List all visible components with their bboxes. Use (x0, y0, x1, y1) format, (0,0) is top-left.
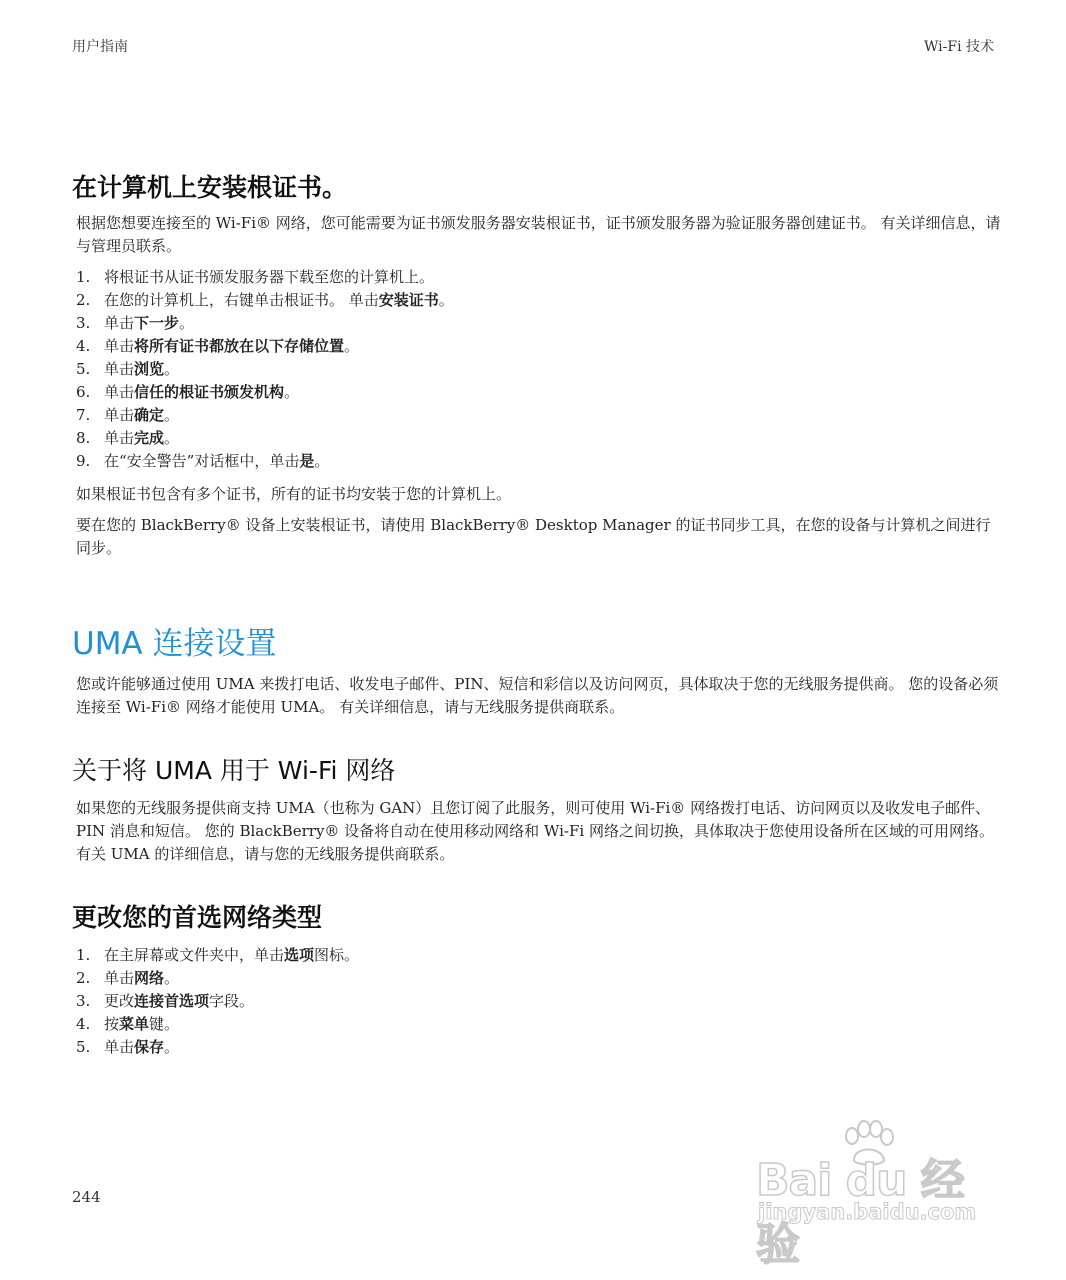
step-text-ui-term: 浏览 (134, 360, 165, 378)
step-text (104, 450, 329, 473)
step-number: 2. (76, 291, 91, 309)
step-text-plain: 更改 (104, 992, 135, 1010)
step-item (76, 944, 1002, 967)
step-text-ui-term: 确定 (134, 406, 165, 424)
change-network-steps (76, 944, 1002, 1059)
step-text-ui-term: 将所有证书都放在以下存储位置 (134, 337, 345, 355)
step-text-ui-term: 菜单 (119, 1015, 150, 1033)
step-item (76, 358, 1002, 381)
step-text-after: 。 (179, 314, 195, 332)
step-item (76, 1013, 1002, 1036)
step-number: 4. (76, 337, 91, 355)
step-item (76, 335, 1002, 358)
step-number: 3. (76, 992, 91, 1010)
step-text (104, 944, 359, 967)
step-text-ui-term: 完成 (134, 429, 165, 447)
step-number: 1. (76, 268, 91, 286)
step-text (104, 1036, 179, 1059)
step-text-plain: 将根证书从证书颁发服务器下载至您的计算机上。 (104, 268, 435, 286)
page-number: 244 (72, 1188, 101, 1206)
step-text (104, 289, 454, 312)
step-text-after: 。 (314, 452, 330, 470)
install-cert-note-1: 如果根证书包含有多个证书，所有的证书均安装于您的计算机上。 (76, 485, 512, 503)
step-number: 9. (76, 452, 91, 470)
step-text-after: 。 (164, 969, 180, 987)
step-text-plain: 在您的计算机上，右键单击根证书。 单击 (104, 291, 379, 309)
step-item (76, 450, 1002, 473)
step-text-after: 键。 (149, 1015, 180, 1033)
step-number: 1. (76, 946, 91, 964)
about-uma-body: 如果您的无线服务提供商支持 UMA（也称为 GAN）且您订阅了此服务，则可使用 Wi-Fi® 网络拨打电话、访问网页以及收发电子邮件、PIN 消息和短信。 您的 BlackBerry® 设备将自动在使用移动网络和 Wi-Fi 网络之间切换，具体取决于您使用设备所在区域的可用网络。 有关 UMA 的详细信息，请与您的无线服务提供商联系。 (76, 799, 994, 863)
step-text (104, 990, 254, 1013)
step-text-plain: 单击 (104, 406, 135, 424)
step-number: 6. (76, 383, 91, 401)
page-content (72, 168, 1002, 1069)
watermark-url: jingyan.baidu.com (758, 1200, 977, 1224)
step-text-after: 。 (164, 429, 180, 447)
step-text (104, 312, 194, 335)
step-item (76, 1036, 1002, 1059)
step-text (104, 427, 179, 450)
step-number: 8. (76, 429, 91, 447)
step-text-ui-term: 选项 (284, 946, 315, 964)
step-text-ui-term: 信任的根证书颁发机构 (134, 383, 285, 401)
step-text-plain: 按 (104, 1015, 120, 1033)
header-doc-title: 用户指南 (72, 39, 128, 55)
step-number: 4. (76, 1015, 91, 1033)
step-number: 5. (76, 1038, 91, 1056)
header-chapter-title: Wi-Fi 技术 (924, 39, 994, 55)
step-item (76, 967, 1002, 990)
step-text-ui-term: 连接首选项 (134, 992, 210, 1010)
step-text (104, 381, 299, 404)
step-item (76, 266, 1002, 289)
section-title-about-uma: 关于将 UMA 用于 Wi-Fi 网络 (72, 756, 396, 785)
step-text-after: 字段。 (209, 992, 255, 1010)
step-text (104, 266, 434, 289)
install-cert-intro: 根据您想要连接至的 Wi-Fi® 网络，您可能需要为证书颁发服务器安装根证书，证书颁发服务器为验证服务器创建证书。 有关详细信息，请与管理员联系。 (76, 214, 1001, 255)
step-text-plain: 在主屏幕或文件夹中，单击 (104, 946, 285, 964)
step-text-after: 。 (284, 383, 300, 401)
section-title-change-network-type: 更改您的首选网络类型 (72, 903, 323, 932)
step-number: 3. (76, 314, 91, 332)
section-title-uma-settings: UMA 连接设置 (72, 626, 277, 662)
step-text-ui-term: 保存 (134, 1038, 165, 1056)
step-item (76, 289, 1002, 312)
step-text-after: 。 (164, 360, 180, 378)
step-item (76, 404, 1002, 427)
step-text-plain: 单击 (104, 969, 135, 987)
step-text-plain: 在“安全警告”对话框中，单击 (104, 452, 300, 470)
step-text-ui-term: 下一步 (134, 314, 180, 332)
step-text (104, 1013, 179, 1036)
install-cert-note-2: 要在您的 BlackBerry® 设备上安装根证书，请使用 BlackBerry® Desktop Manager 的证书同步工具，在您的设备与计算机之间进行同步。 (76, 516, 991, 557)
step-text-plain: 单击 (104, 383, 135, 401)
step-text-ui-term: 是 (299, 452, 315, 470)
step-text-after: 。 (344, 337, 360, 355)
step-text-plain: 单击 (104, 314, 135, 332)
install-cert-steps (76, 266, 1002, 473)
step-number: 2. (76, 969, 91, 987)
step-item (76, 381, 1002, 404)
step-item (76, 990, 1002, 1013)
step-text-after: 。 (438, 291, 454, 309)
step-text (104, 404, 179, 427)
step-text (104, 358, 179, 381)
step-text-plain: 单击 (104, 360, 135, 378)
step-text-plain: 单击 (104, 337, 135, 355)
step-text-ui-term: 网络 (134, 969, 165, 987)
step-item (76, 312, 1002, 335)
step-text-after: 图标。 (314, 946, 360, 964)
uma-settings-intro: 您或许能够通过使用 UMA 来拨打电话、收发电子邮件、PIN、短信和彩信以及访问网页，具体取决于您的无线服务提供商。 您的设备必须连接至 Wi-Fi® 网络才能使用 UMA。 有关详细信息，请与无线服务提供商联系。 (76, 675, 999, 716)
step-text-after: 。 (164, 406, 180, 424)
step-item (76, 427, 1002, 450)
step-text (104, 335, 359, 358)
step-text-plain: 单击 (104, 1038, 135, 1056)
step-text-after: 。 (164, 1038, 180, 1056)
baidu-watermark (756, 1120, 1006, 1270)
section-title-install-root-cert: 在计算机上安装根证书。 (72, 173, 348, 202)
step-number: 5. (76, 360, 91, 378)
step-text-ui-term: 安装证书 (378, 291, 439, 309)
step-number: 7. (76, 406, 91, 424)
step-text-plain: 单击 (104, 429, 135, 447)
step-text (104, 967, 179, 990)
watermark-logo-text: Bai du 经验 (756, 1155, 964, 1270)
